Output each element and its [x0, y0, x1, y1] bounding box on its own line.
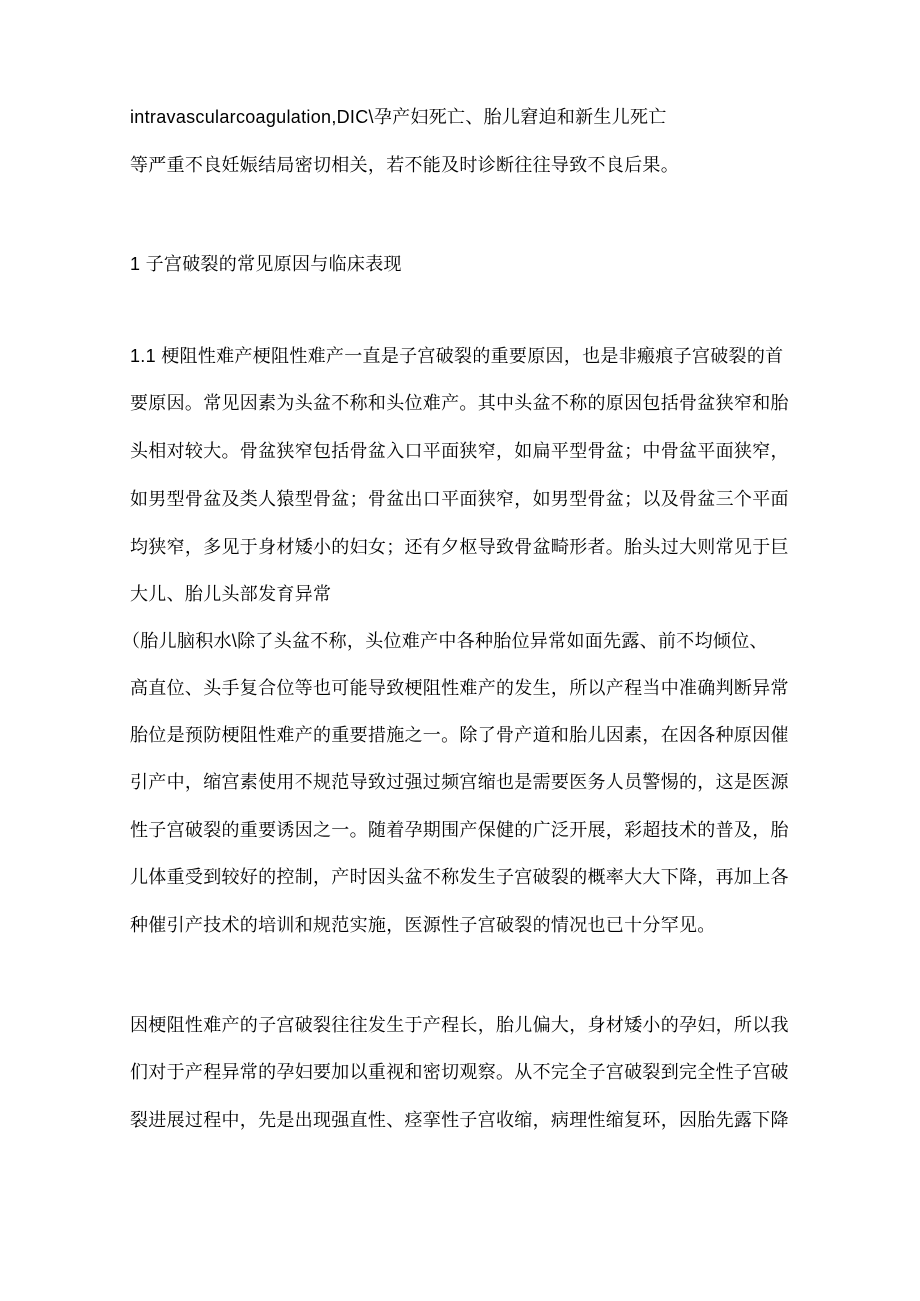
body-line: 均狭窄，多见于身材矮小的妇女；还有夕枢导致骨盆畸形者。胎头过大则常见于巨 [130, 537, 789, 557]
body-line: 裂进展过程中，先是出现强直性、痉挛性子宫收缩，病理性缩复环，因胎先露下降 [130, 1110, 789, 1130]
body-line: 高直位、头手复合位等也可能导致梗阻性难产的发生，所以产程当中准确判断异常 [130, 678, 789, 698]
body-line: 们对于产程异常的孕妇要加以重视和密切观察。从不完全子宫破裂到完全性子宫破 [130, 1062, 789, 1082]
body-line: 儿体重受到较好的控制，产时因头盆不称发生子宫破裂的概率大大下降，再加上各 [130, 867, 789, 887]
intro-line: 等严重不良妊娠结局密切相关，若不能及时诊断往往导致不良后果。 [130, 155, 679, 175]
body-line: 1.1 梗阻性难产梗阻性难产一直是子宫破裂的重要原因，也是非瘢痕子宫破裂的首 [130, 346, 784, 366]
body-line: 因梗阻性难产的子宫破裂往往发生于产程长，胎儿偏大，身材矮小的孕妇，所以我 [130, 1015, 789, 1035]
body-line: （胎儿脑积水\除了头盆不称，头位难产中各种胎位异常如面先露、前不均倾位、 [122, 631, 768, 651]
section-heading: 1 子宫破裂的常见原因与临床表现 [130, 254, 402, 274]
body-line: 头相对较大。骨盆狭窄包括骨盆入口平面狭窄，如扁平型骨盆；中骨盆平面狭窄， [130, 441, 789, 461]
intro-line: intravascularcoagulation,DIC\孕产妇死亡、胎儿窘迫和新生儿死亡 [130, 107, 667, 127]
body-line: 种催引产技术的培训和规范实施，医源性子宫破裂的情况也已十分罕见。 [130, 915, 716, 935]
body-line: 要原因。常见因素为头盆不称和头位难产。其中头盆不称的原因包括骨盆狭窄和胎 [130, 393, 789, 413]
body-line: 如男型骨盆及类人猿型骨盆；骨盆出口平面狭窄，如男型骨盆；以及骨盆三个平面 [130, 489, 789, 509]
body-line: 性子宫破裂的重要诱因之一。随着孕期围产保健的广泛开展，彩超技术的普及，胎 [130, 820, 789, 840]
body-line: 胎位是预防梗阻性难产的重要措施之一。除了骨产道和胎儿因素，在因各种原因催 [130, 725, 789, 745]
body-line: 引产中，缩宫素使用不规范导致过强过频宫缩也是需要医务人员警惕的，这是医源 [130, 772, 789, 792]
body-line: 大儿、胎儿头部发育异常 [130, 584, 332, 604]
